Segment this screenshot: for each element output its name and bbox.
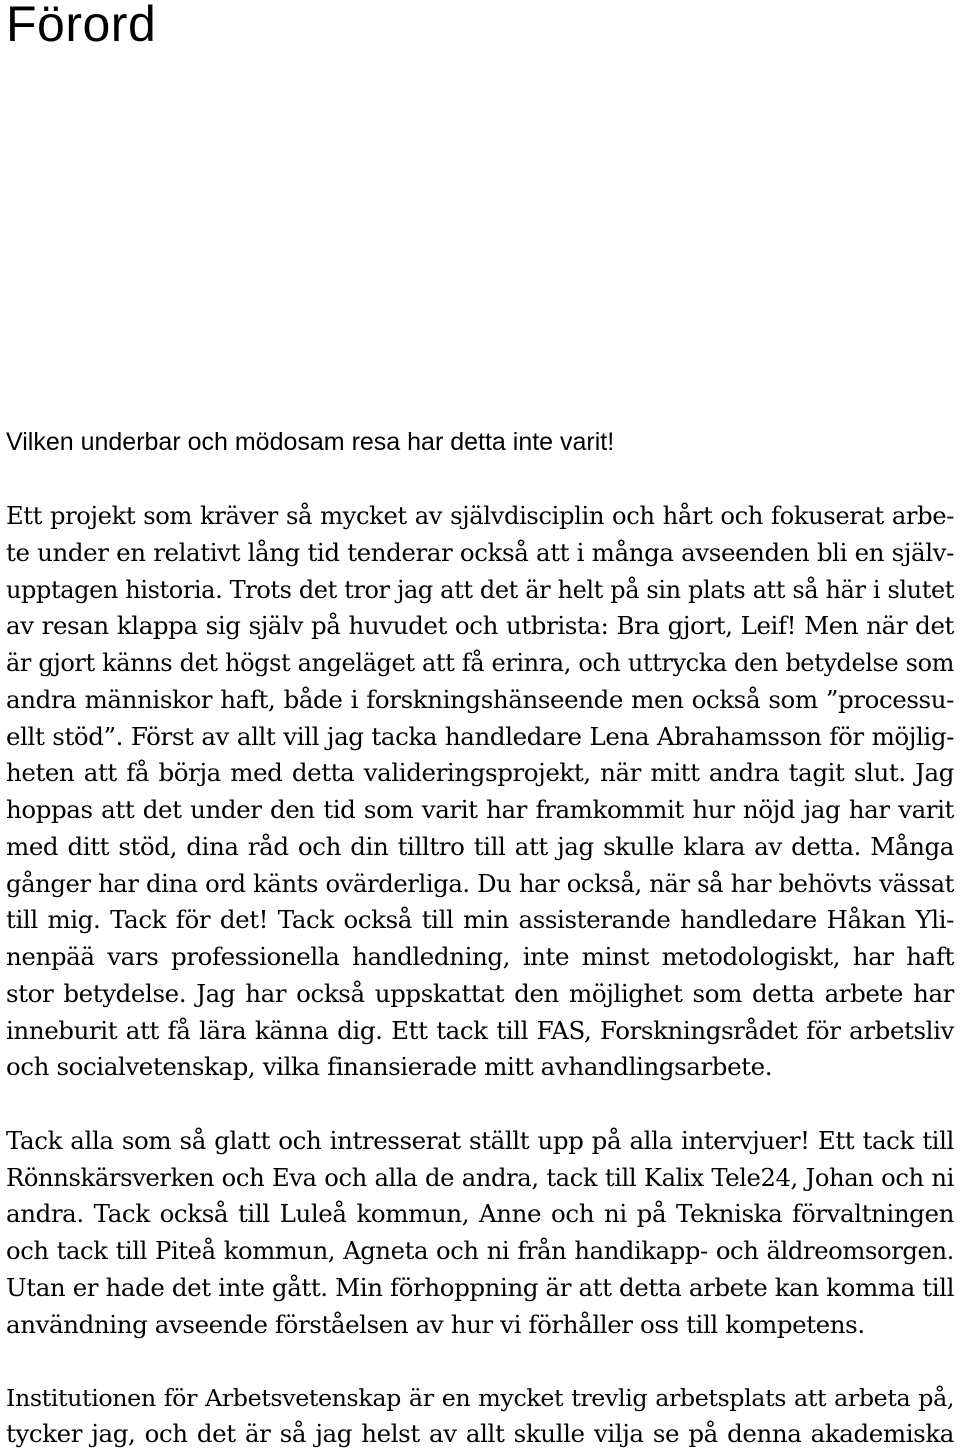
text-line: Ett projekt som kräver så mycket av självdisciplin och hårt och fokuserat arbe- xyxy=(6,501,954,530)
text-line: nenpää vars professionella handledning, inte minst metodologiskt, har haft xyxy=(6,942,954,971)
text-line: inneburit att få lära känna dig. Ett tack till FAS, Forskningsrådet för arbetsliv xyxy=(6,1016,954,1045)
text-line: med ditt stöd, dina råd och din tilltro till att jag skulle klara av detta. Många xyxy=(6,832,954,861)
text-line: upptagen historia. Trots det tror jag att det är helt på sin plats att så här i slutet xyxy=(6,576,954,604)
page-title: Förord xyxy=(6,0,157,52)
text-line: gånger har dina ord känts ovärderliga. Du har också, när så har behövts vässat xyxy=(6,869,954,898)
paragraph-end-line: och socialvetenskap, vilka finansierade mitt avhandlingsarbete. xyxy=(6,1052,773,1081)
text-line: och tack till Piteå kommun, Agneta och ni från handikapp- och äldreomsorgen. xyxy=(6,1236,954,1265)
text-line: stor betydelse. Jag har också uppskattat den möjlighet som detta arbete har xyxy=(6,979,954,1008)
text-line: till mig. Tack för det! Tack också till min assisterande handledare Håkan Yli- xyxy=(6,905,954,934)
opening-line: Vilken underbar och mödosam resa har detta inte varit! xyxy=(6,428,615,456)
text-line: Rönnskärsverken och Eva och alla de andra, tack till Kalix Tele24, Johan och ni xyxy=(6,1163,954,1192)
text-line: heten att få börja med detta valideringsprojekt, när mitt andra tagit slut. Jag xyxy=(6,758,954,787)
text-line: ellt stöd”. Först av allt vill jag tacka handledare Lena Abrahamsson för möjlig- xyxy=(6,722,954,751)
text-line: te under en relativt lång tid tenderar också att i många avseenden bli en själv- xyxy=(6,538,954,567)
text-line: Utan er hade det inte gått. Min förhoppning är att detta arbete kan komma till xyxy=(6,1273,954,1302)
text-line: tycker jag, och det är så jag helst av allt skulle vilja se på denna akademiska xyxy=(6,1419,954,1448)
text-line: Institutionen för Arbetsvetenskap är en mycket trevlig arbetsplats att arbeta på, xyxy=(6,1384,954,1412)
text-line: andra. Tack också till Luleå kommun, Anne och ni på Tekniska förvaltningen xyxy=(6,1199,954,1228)
text-line: av resan klappa sig själv på huvudet och utbrista: Bra gjort, Leif! Men när det xyxy=(6,611,954,640)
text-line: andra människor haft, både i forskningshänseende men också som ”processu- xyxy=(6,685,954,714)
text-line: Tack alla som så glatt och intresserat ställt upp på alla intervjuer! Ett tack till xyxy=(6,1126,954,1155)
text-line: hoppas att det under den tid som varit har framkommit hur nöjd jag har varit xyxy=(6,795,954,824)
paragraph-end-line: användning avseende förståelsen av hur vi förhåller oss till kompetens. xyxy=(6,1310,865,1339)
text-line: är gjort känns det högst angeläget att få erinra, och uttrycka den betydelse som xyxy=(6,649,954,677)
